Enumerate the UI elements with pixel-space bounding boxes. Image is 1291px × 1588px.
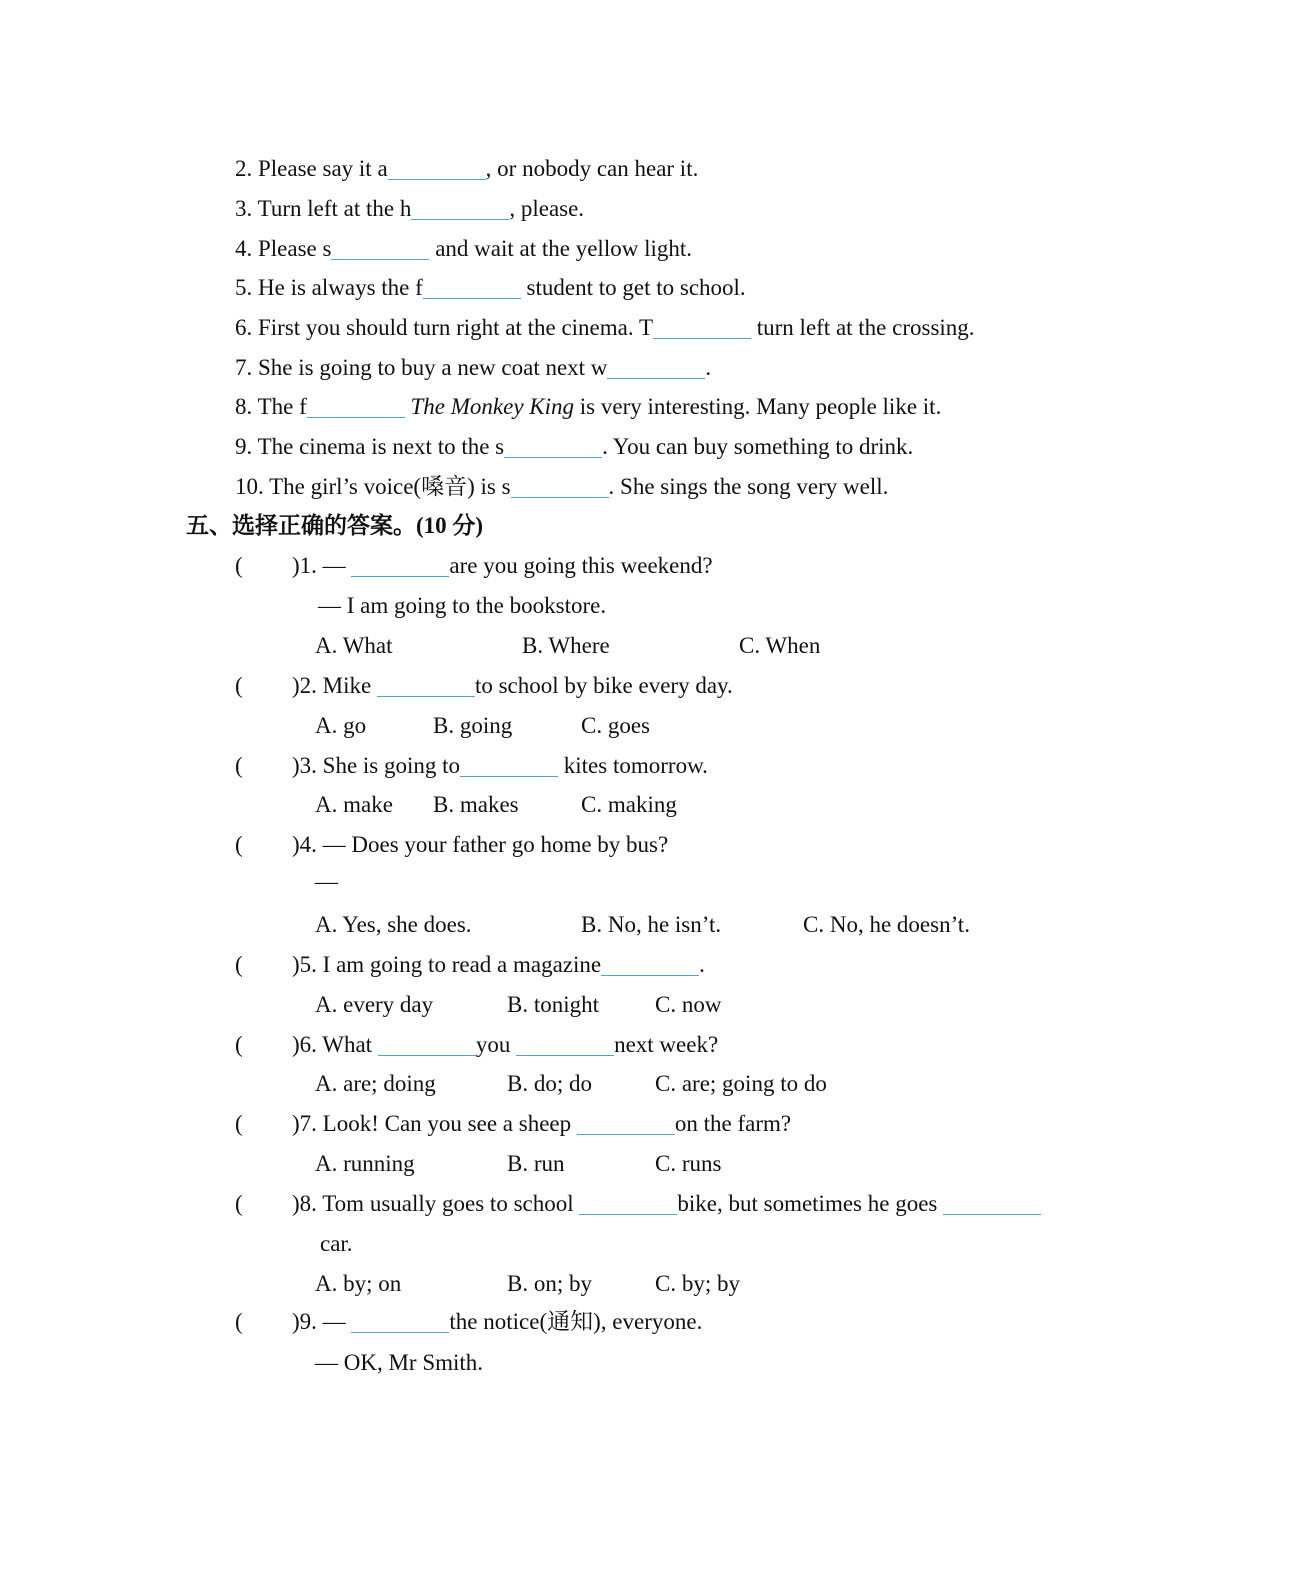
answer-blank[interactable] [307,397,405,418]
fill-line-2: 2. Please say it a , or nobody can hear it. [235,156,699,181]
fill-line-3: 3. Turn left at the h , please. [235,196,585,221]
answer-blank[interactable] [378,1035,476,1056]
option-b[interactable]: B. on; by [507,1271,592,1296]
answer-paren[interactable]: ( [235,1191,243,1216]
answer-blank[interactable] [388,159,486,180]
answer-blank[interactable] [511,477,609,498]
fill-line-9: 9. The cinema is next to the s . You can buy something to drink. [235,434,914,459]
option-b[interactable]: B. Where [522,633,610,658]
option-b[interactable]: B. No, he isn’t. [581,912,722,937]
answer-blank[interactable] [943,1194,1041,1215]
option-b[interactable]: B. tonight [507,992,600,1017]
option-b[interactable]: B. makes [433,792,519,817]
book-title: The Monkey King [410,394,575,419]
answer-paren[interactable]: ( [235,832,243,857]
answer-blank[interactable] [579,1194,677,1215]
answer-blank[interactable] [331,239,429,260]
question-6: )6. What you next week? [292,1032,719,1057]
answer-blank[interactable] [504,437,602,458]
question-5: )5. I am going to read a magazine . [292,952,705,977]
answer-paren[interactable]: ( [235,753,243,778]
fill-line-6: 6. First you should turn right at the cinema. T turn left at the crossing. [235,315,975,340]
answer-paren[interactable]: ( [235,553,243,578]
answer-paren[interactable]: ( [235,673,243,698]
answer-paren[interactable]: ( [235,1309,243,1334]
question-3: )3. She is going to kites tomorrow. [292,753,708,778]
question-4: )4. — Does your father go home by bus? [292,832,669,857]
option-a[interactable]: A. every day [315,992,434,1017]
question-9: )9. — the notice(通知), everyone. [292,1309,703,1334]
fill-line-4: 4. Please s and wait at the yellow light. [235,236,692,261]
answer-blank[interactable] [423,278,521,299]
option-b[interactable]: B. do; do [507,1071,592,1096]
answer-paren[interactable]: ( [235,1032,243,1057]
section-heading: 五、选择正确的答案。(10 分) [186,513,484,538]
answer-paren[interactable]: ( [235,1111,243,1136]
answer-blank[interactable] [377,676,475,697]
answer-blank[interactable] [577,1114,675,1135]
question-4-reply: — [315,869,338,894]
option-a[interactable]: A. by; on [315,1271,402,1296]
option-c[interactable]: C. No, he doesn’t. [803,912,970,937]
option-c[interactable]: C. runs [655,1151,722,1176]
option-a[interactable]: A. What [315,633,393,658]
fill-line-8: 8. The f The Monkey King is very interesting. Many people like it. [235,394,942,419]
answer-blank[interactable] [460,756,558,777]
option-c[interactable]: C. by; by [655,1271,740,1296]
question-1: )1. — are you going this weekend? [292,553,713,578]
question-9-reply: — OK, Mr Smith. [315,1350,484,1375]
answer-paren[interactable]: ( [235,952,243,977]
option-c[interactable]: C. making [581,792,677,817]
question-8: )8. Tom usually goes to school bike, but sometimes he goes [292,1190,1041,1218]
answer-blank[interactable] [351,556,449,577]
question-2: )2. Mike to school by bike every day. [292,673,733,698]
question-8-continued: car. [320,1231,353,1256]
answer-blank[interactable] [601,955,699,976]
fill-line-7: 7. She is going to buy a new coat next w . [235,355,712,380]
answer-blank[interactable] [411,199,509,220]
answer-blank[interactable] [607,358,705,379]
option-c[interactable]: C. now [655,992,722,1017]
question-1-reply: — I am going to the bookstore. [318,593,607,618]
option-b[interactable]: B. run [507,1151,565,1176]
option-a[interactable]: A. make [315,792,393,817]
answer-blank[interactable] [653,318,751,339]
option-a[interactable]: A. running [315,1151,415,1176]
question-7: )7. Look! Can you see a sheep on the farm? [292,1111,792,1136]
option-a[interactable]: A. Yes, she does. [315,912,472,937]
option-c[interactable]: C. When [739,633,821,658]
answer-blank[interactable] [516,1035,614,1056]
answer-blank[interactable] [351,1312,449,1333]
option-a[interactable]: A. are; doing [315,1071,436,1096]
option-c[interactable]: C. are; going to do [655,1071,827,1096]
option-b[interactable]: B. going [433,713,513,738]
option-c[interactable]: C. goes [581,713,650,738]
option-a[interactable]: A. go [315,713,367,738]
fill-line-10: 10. The girl’s voice(嗓音) is s . She sings the song very well. [235,474,889,499]
fill-line-5: 5. He is always the f student to get to school. [235,275,746,300]
